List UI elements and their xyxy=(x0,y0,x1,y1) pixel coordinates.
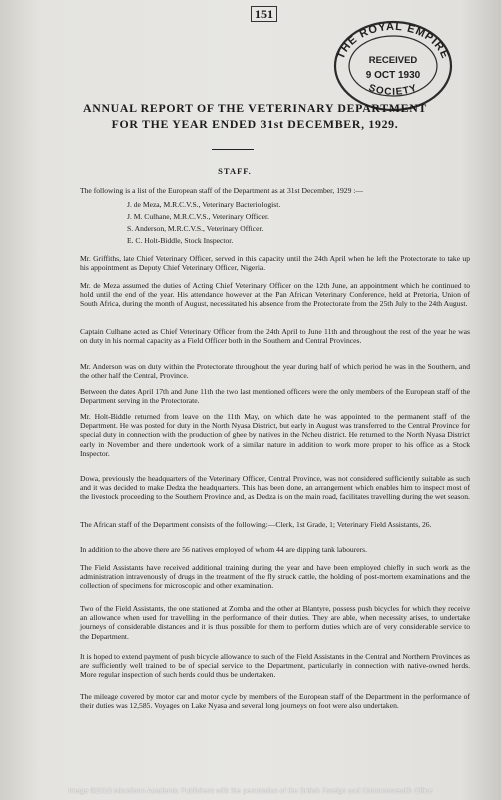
staff-intro: The following is a list of the European staff of the Department as at 31st December, 1929 :— xyxy=(80,186,363,195)
paragraph: Captain Culhane acted as Chief Veterinary Officer from the 24th April to June 11th and throughout the rest of the year he was on duty in his normal capacity as a Field Officer both in the Southern and Central Provinces. xyxy=(80,327,470,346)
title-rule xyxy=(212,149,254,150)
paragraph: In addition to the above there are 56 natives employed of whom 44 are dipping tank labourers. xyxy=(80,545,368,554)
paragraph: The African staff of the Department consists of the following:—Clerk, 1st Grade, 1; Veterinary Field Assistants, 26. xyxy=(80,520,432,529)
paragraph: Mr. Anderson was on duty within the Protectorate throughout the year during half of which period he was in the Southern, and the other half the Central, Province. xyxy=(80,362,470,381)
stamp-date-text: 9 OCT 1930 xyxy=(365,70,421,81)
svg-text:SOCIETY xyxy=(367,83,419,98)
copyright-footer: Image ©2010 Microform Academic Publishers with the permission of the British Foreign and Commonwealth Office xyxy=(68,786,433,795)
paragraph: Mr. Holt-Biddle returned from leave on the 11th May, on which date he was appointed to the permanent staff of the Department. He was posted for duty in the North Nyasa District, but early in August was transferred to the Central Province for special duty in connection with the production of ghee by natives in the Ncheu district. He returned to the North Nyasa District early in November and there undertook work of a similar nature in addition to work more proper to his office as a Stock Inspector. xyxy=(80,412,470,458)
page-number: 151 xyxy=(251,6,277,22)
stamp-received-text: RECEIVED xyxy=(368,55,418,66)
paragraph: Two of the Field Assistants, the one stationed at Zomba and the other at Blantyre, possess push bicycles for which they receive an allowance when used for travelling in the performance of their duties. They are able, when necessity arises, to undertake journeys of considerable distances and it is thus possible for them to perform duties which are of very considerable service to the Department. xyxy=(80,604,470,641)
paragraph: The Field Assistants have received additional training during the year and have been employed chiefly in such work as the administration intravenously of drugs in the treatment of the fly struck cattle, the holding of post-mortem examinations and the collection of specimens for microscopic and other examination. xyxy=(80,563,470,591)
report-title-line2: FOR THE YEAR ENDED 31st DECEMBER, 1929. xyxy=(111,117,399,131)
staff-item: E. C. Holt-Biddle, Stock Inspector. xyxy=(127,236,234,245)
society-stamp xyxy=(332,18,454,114)
staff-item: J. de Meza, M.R.C.V.S., Veterinary Bacteriologist. xyxy=(127,200,281,209)
staff-item: S. Anderson, M.R.C.V.S., Veterinary Officer. xyxy=(127,224,264,233)
paragraph: It is hoped to extend payment of push bicycle allowance to such of the Field Assistants in the Central and Northern Provinces as are sufficiently well trained to be of special service to the Department, particularly in connection with native-owned herds. More regular inspection of such herds could thus be undertaken. xyxy=(80,652,470,680)
paragraph: Between the dates April 17th and June 11th the two last mentioned officers were the only members of the European staff of the Department serving in the Protectorate. xyxy=(80,387,470,406)
stamp-bottom-text: SOCIETY xyxy=(367,82,419,99)
section-heading: STAFF. xyxy=(218,166,252,176)
staff-item: J. M. Culhane, M.R.C.V.S., Veterinary Officer. xyxy=(127,212,269,221)
paragraph: Dowa, previously the headquarters of the Veterinary Officer, Central Province, was not considered sufficiently suitable as such and it was decided to make Dedza the headquarters. This has been done, an arrangement which enables him to inspect most of the livestock proceeding to the Southern Province and, as Dedza is on the main road, facilitates travelling during the wet season. xyxy=(80,474,470,502)
paragraph: The mileage covered by motor car and motor cycle by members of the European staff of the Department in the performance of their duties was 12,585. Voyages on Lake Nyasa and several long journeys on foot were also undertaken. xyxy=(80,692,470,711)
paragraph: Mr. de Meza assumed the duties of Acting Chief Veterinary Officer on the 12th June, an appointment which he continued to hold until the end of the year. His attendance however at the Pan African Veterinary Conference, held at Pretoria, Union of South Africa, during the month of August, necessitated his absence from the Protectorate from the 25th July to the 24th August. xyxy=(80,281,470,309)
paragraph: Mr. Griffiths, late Chief Veterinary Officer, served in this capacity until the 24th April when he left the Protectorate to take up his appointment as Deputy Chief Veterinary Officer, Nigeria. xyxy=(80,254,470,273)
stamp-top-text: THE ROYAL EMPIRE xyxy=(334,20,452,61)
report-title-line1: ANNUAL REPORT OF THE VETERINARY DEPARTMENT xyxy=(83,101,427,115)
